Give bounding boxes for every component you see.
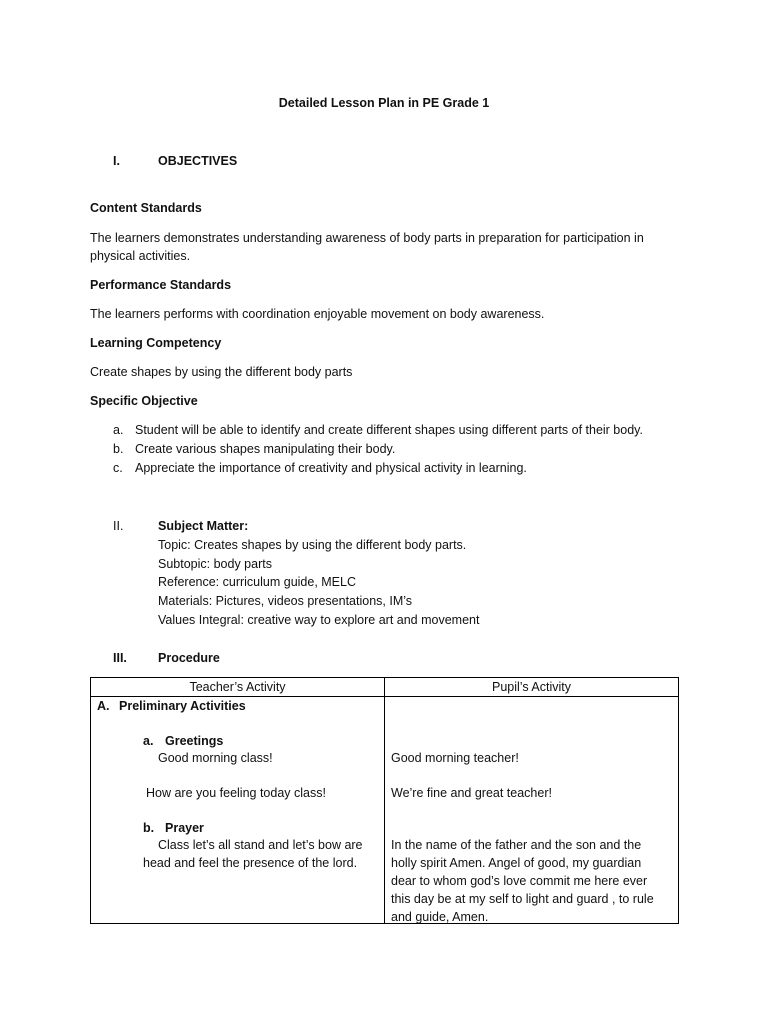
pupil-activity-header: Pupil’s Activity — [385, 678, 679, 697]
objective-item-letter: b. — [113, 442, 124, 456]
teacher-activity-cell — [91, 697, 385, 924]
learning-competency-text: Create shapes by using the different body parts — [90, 365, 353, 379]
teacher-greeting: Good morning class! — [158, 751, 273, 765]
pupil-prayer-line: dear to whom god’s love commit me here ever — [391, 874, 648, 888]
section-1-numeral: I. — [113, 154, 120, 168]
teacher-prayer-line: head and feel the presence of the lord. — [143, 856, 358, 870]
objective-item-letter: a. — [113, 423, 124, 437]
pupil-prayer-line: holly spirit Amen. Angel of good, my guardian — [391, 856, 642, 870]
section-3-heading: Procedure — [158, 651, 220, 665]
table-header-row — [91, 678, 679, 697]
subject-matter-line: Topic: Creates shapes by using the different body parts. — [158, 538, 467, 552]
teacher-prayer-line: Class let’s all stand and let’s bow are — [158, 838, 363, 852]
pupil-feeling-reply: We’re fine and great teacher! — [391, 786, 552, 800]
content-standards-heading: Content Standards — [90, 201, 202, 215]
pupil-prayer-line: and guide, Amen. — [391, 910, 489, 924]
procedure-table — [90, 677, 679, 924]
pupil-activity-cell — [385, 697, 679, 924]
objective-item-text: Student will be able to identify and create different shapes using different parts of their body. — [135, 423, 643, 437]
objective-item-letter: c. — [113, 461, 123, 475]
teacher-feeling-question: How are you feeling today class! — [146, 786, 326, 800]
prayer-letter: b. — [143, 821, 155, 835]
pupil-prayer-line: this day be at my self to light and guard , to rule — [391, 892, 654, 906]
document-title: Detailed Lesson Plan in PE Grade 1 — [278, 96, 490, 110]
objective-item-text: Create various shapes manipulating their body. — [135, 442, 396, 456]
subject-matter-line: Subtopic: body parts — [158, 557, 272, 571]
subject-matter-line: Reference: curriculum guide, MELC — [158, 575, 356, 589]
table-row — [91, 697, 679, 924]
prelim-letter: A. — [97, 699, 110, 713]
greetings-letter: a. — [143, 734, 154, 748]
section-2-heading: Subject Matter: — [158, 519, 249, 533]
subject-matter-line: Materials: Pictures, videos presentations, IM’s — [158, 594, 413, 608]
content-standards-text: The learners demonstrates understanding awareness of body parts in preparation for participation in physical activities. — [90, 231, 644, 263]
pupil-greeting-reply: Good morning teacher! — [391, 751, 519, 765]
prayer-heading: Prayer — [165, 821, 204, 835]
prelim-heading: Preliminary Activities — [119, 699, 246, 713]
specific-objective-heading: Specific Objective — [90, 394, 198, 408]
section-1-heading: OBJECTIVES — [158, 154, 238, 168]
pupil-prayer-line: In the name of the father and the son and the — [391, 838, 642, 852]
section-2-numeral: II. — [113, 519, 124, 533]
teacher-activity-header: Teacher’s Activity — [91, 678, 385, 697]
learning-competency-heading: Learning Competency — [90, 336, 222, 350]
performance-standards-text: The learners performs with coordination enjoyable movement on body awareness. — [90, 307, 545, 321]
section-3-numeral: III. — [113, 651, 127, 665]
performance-standards-heading: Performance Standards — [90, 278, 232, 292]
subject-matter-line: Values Integral: creative way to explore art and movement — [158, 613, 480, 627]
greetings-heading: Greetings — [165, 734, 224, 748]
objective-item-text: Appreciate the importance of creativity and physical activity in learning. — [135, 461, 527, 475]
